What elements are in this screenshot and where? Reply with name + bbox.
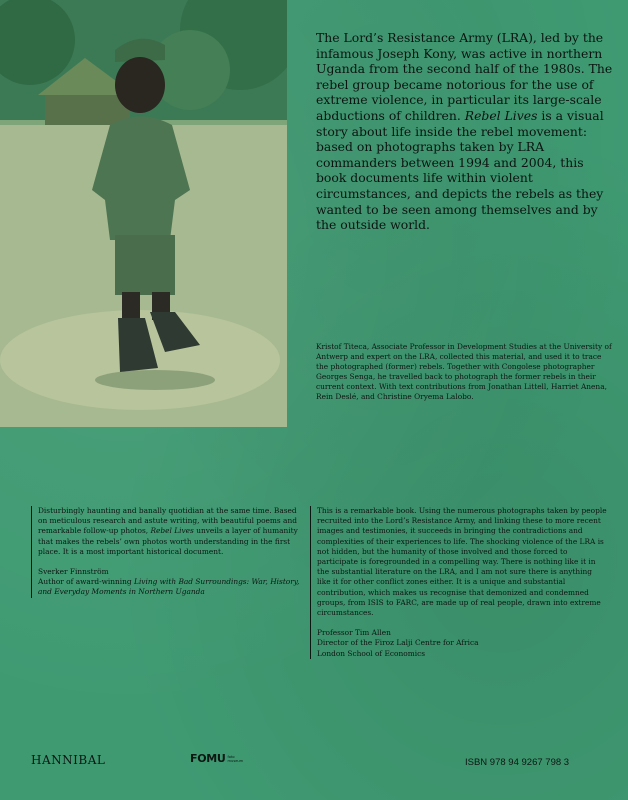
quote1-author: Sverker Finnström bbox=[38, 567, 109, 577]
lead-paragraph bbox=[316, 30, 616, 233]
quote1-role-text: Author of award-winning bbox=[38, 577, 132, 587]
quote2-role-1: Director of the Firoz Lalji Centre for Africa bbox=[317, 638, 479, 648]
author-bio: Kristof Titeca, Associate Professor in Development Studies at the University of Antwerp and expert on the LRA, collected this material, and used it to trace the photographed (former) rebels. Together with Congolese photographer Georges Senga, he travelled back to photograph the former rebels in their current context. With text contributions from Jonathan Littell, Harriet Anena, Rein Deslé, and Christine Oryema Lalobo. bbox=[316, 342, 612, 401]
fomu-logo-sub: foto museum bbox=[227, 754, 244, 763]
lead-text-2: is a visual story about life inside the rebel movement: based on photographs taken by LRA commanders between 1994 and 2004, this book documents life within violent circumstances, and depicts the rebels as they wanted to be seen among themselves and by the outside world. bbox=[316, 107, 604, 233]
quote1-body bbox=[38, 506, 300, 557]
lead-text-1: The Lord’s Resistance Army (LRA), led by the infamous Joseph Kony, was active in northern Uganda from the second half of the 1980s. The rebel group became notorious for the use of extreme violence, in particular its large-scale abductions of children. bbox=[316, 30, 613, 123]
quote2-body: This is a remarkable book. Using the numerous photographs taken by people recruited into the Lord’s Resistance Army, and linking these to more recent images and testimonies, it succeeds in bringing the contradictions and complexities of their experiences to life. The shocking violence of the LRA is not hidden, but the humanity of those involved and those forced to participate is foregrounded in a compelling way. There is nothing like it in the substantial literature on the LRA, and I am not sure there is anything like it for other conflict zones either. It is a unique and substantial contribution, which makes us recognise that demonized and condemned groups, from ISIS to FARC, are made up of real people, drawn into extreme circumstances. bbox=[317, 506, 607, 618]
fomu-logo bbox=[190, 752, 244, 765]
quote-finnstrom bbox=[31, 506, 300, 598]
quote1-role bbox=[38, 577, 300, 597]
lead-book-title: Rebel Lives bbox=[464, 107, 538, 123]
quote-allen bbox=[310, 506, 607, 659]
quote1-book-title: Rebel Lives bbox=[150, 526, 194, 536]
quote1-text-a: Disturbingly haunting and banally quotidian at the same time. Based on meticulous research and astute writing, with beautiful poems and remarkable follow-up photos, bbox=[38, 506, 297, 536]
quote1-text-b: unveils a layer of humanity that makes the rebels’ own photos worth understanding in the first place. It is a most important historical document. bbox=[38, 526, 298, 556]
quote2-author: Professor Tim Allen bbox=[317, 628, 391, 638]
quote1-role-book: Living with Bad Surroundings: War, History, and Everyday Moments in Northern Uganda bbox=[38, 577, 300, 597]
quote2-role-2: London School of Economics bbox=[317, 648, 426, 658]
publisher-logo: HANNIBAL bbox=[31, 753, 106, 767]
fomu-logo-word: FOMU bbox=[190, 752, 226, 765]
isbn: ISBN 978 94 9267 798 3 bbox=[465, 757, 570, 768]
cover-photo bbox=[0, 0, 287, 427]
